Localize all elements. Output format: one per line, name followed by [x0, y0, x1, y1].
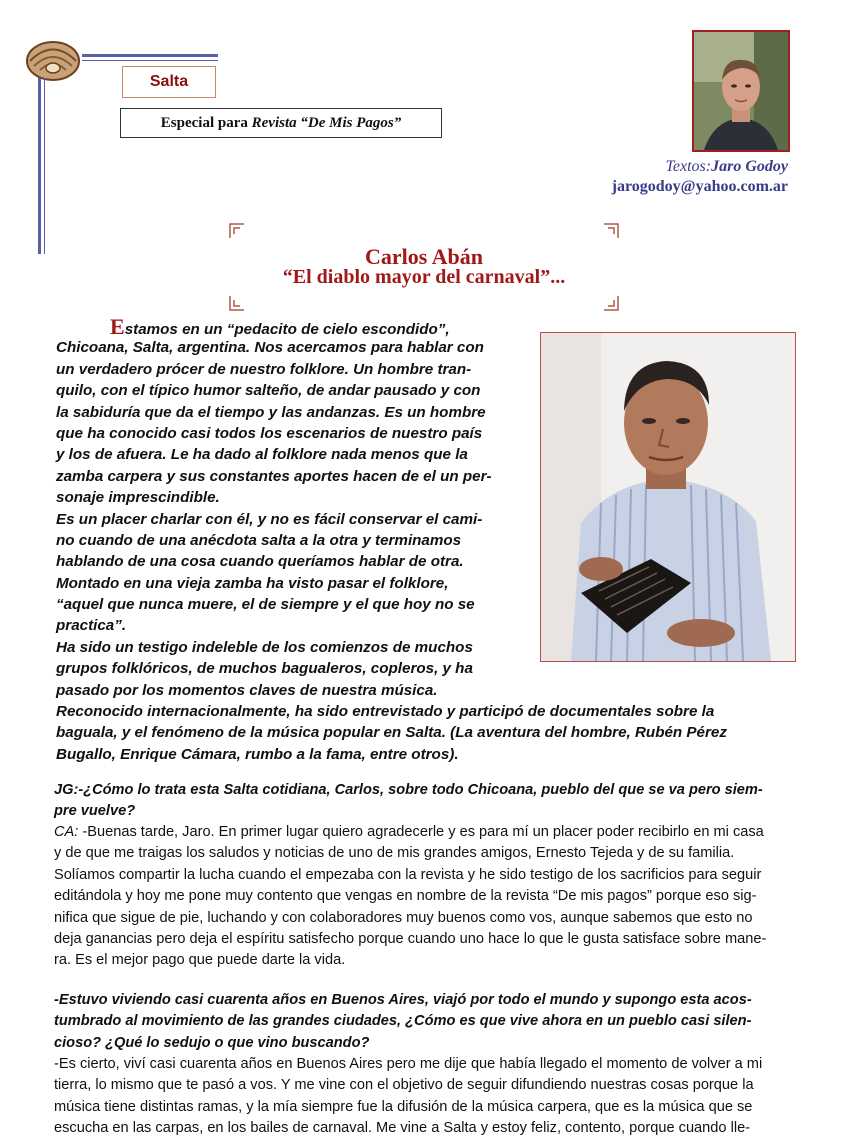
question-line: -Estuvo viviendo casi cuarenta años en Buenos Aires, viajó por todo el mundo y supongo esta acos-: [54, 992, 752, 1008]
question-line: JG:-¿Cómo lo trata esta Salta cotidiana, Carlos, sobre todo Chicoana, pueblo del que se va pero siem-: [54, 782, 763, 798]
intro-line: “aquel que nunca muere, el de siempre y el que hoy no se: [56, 596, 475, 614]
margin-rule-thin: [44, 78, 45, 254]
answer-line: y de que me traigas los saludos y noticias de uno de mis grandes amigos, Ernesto Tejeda y de su familia.: [54, 845, 735, 862]
intro-line: Reconocido internacionalmente, ha sido entrevistado y participó de documentales sobre la: [56, 703, 715, 721]
answer-speaker: CA:: [54, 824, 79, 840]
article-subtitle: “El diablo mayor del carnaval”...: [282, 266, 566, 288]
intro-line: y los de afuera. Le ha dado al folklore nada menos que la: [56, 446, 468, 464]
intro-line: hablando de una cosa cuando queríamos hablar de otra.: [56, 553, 464, 571]
answer-line: música tiene distintas ramas, y la mía siempre fue la difusión de la música carpera, que es la música que se: [54, 1098, 753, 1115]
intro-line: no cuando de una anécdota salta a la otra y terminamos: [56, 531, 462, 549]
intro-line: sonaje imprescindible.: [56, 489, 220, 507]
magazine-name: Revista “De Mis Pagos”: [251, 114, 402, 131]
question-line: cioso? ¿Qué lo sedujo o que vino buscando?: [54, 1034, 370, 1051]
title-frame: [228, 222, 620, 312]
intro-line: que ha conocido casi todos los escenarios de nuestro país: [56, 424, 483, 442]
intro-line: Chicoana, Salta, argentina. Nos acercamos para hablar con: [56, 339, 484, 357]
intro-line: pasado por los momentos claves de nuestra música.: [56, 681, 438, 699]
answer-line: tierra, lo mismo que te pasó a vos. Y me vine con el objetivo de seguir difundiendo nuestras cosas porque la: [54, 1077, 754, 1094]
author-line: [612, 158, 788, 176]
author-prefix: Textos:: [665, 158, 712, 175]
answer-2: [54, 1054, 798, 1140]
answer-line: escucha en las carpas, en los bailes de carnaval. Me vine a Salta y estoy feliz, contento, porque cuando lle-: [54, 1120, 751, 1137]
answer-1: [54, 822, 798, 972]
drop-cap: E: [110, 314, 125, 339]
answer-line: -Es cierto, viví casi cuarenta años en Buenos Aires pero me dije que había llegado el momento de volver a mi: [54, 1056, 763, 1072]
intro-first-text: stamos en un “pedacito de cielo escondido”,: [124, 321, 450, 338]
header-rule: [82, 54, 218, 57]
author-email: jarogodoy@yahoo.com.ar: [611, 178, 788, 195]
question-line: tumbrado al movimiento de las grandes ciudades, ¿Cómo es que vive ahora en un pueblo casi silen-: [54, 1013, 752, 1030]
intro-line: Ha sido un testigo indeleble de los comienzos de muchos: [56, 638, 473, 656]
question-2: [54, 990, 798, 1054]
answer-first-line: [54, 822, 798, 843]
question-1: [54, 780, 798, 823]
intro-line: zamba carpera y sus constantes aportes hacen de el un per-: [56, 467, 492, 485]
intro-line: Montado en una vieja zamba ha visto pasar el folklore,: [56, 574, 449, 592]
intro-paragraph: [56, 316, 727, 765]
author-photo: [692, 30, 790, 152]
answer-first-text: -Buenas tarde, Jaro. En primer lugar quiero agradecerle y es para mí un placer poder recibirlo en mi casa: [78, 824, 764, 840]
intro-line: quilo, con el típico humor salteño, de andar pausado y con: [56, 382, 481, 400]
article-title: Carlos Abán: [365, 244, 483, 269]
answer-line: ra. Es el mejor pago que puede darte la vida.: [54, 952, 346, 969]
intro-line: Es un placer charlar con él, y no es fácil conservar el cami-: [56, 510, 483, 528]
answer-line: Solíamos compartir la lucha cuando el empezaba con la revista y he sido testigo de los sacrificios para seguir: [54, 866, 762, 883]
author-credit: [612, 158, 788, 196]
intro-line: practica”.: [56, 617, 127, 635]
question-line: pre vuelve?: [54, 803, 136, 820]
header-rule-thin: [82, 60, 218, 61]
answer-line: editándola y hoy me pone muy contento que vengas en nombre de la revista “De mis pagos” porque eso sig-: [54, 888, 757, 905]
intro-line: grupos folklóricos, de muchos bagualeros, copleros, y ha: [56, 660, 473, 678]
intro-line: Bugallo, Enrique Cámara, rumbo a la fama, entre otros).: [56, 745, 459, 763]
intro-line: un verdadero prócer de nuestro folklore. Un hombre tran-: [56, 360, 472, 378]
intro-line: la sabiduría que da el tiempo y las andanzas. Es un hombre: [56, 403, 486, 421]
margin-rule: [38, 78, 41, 254]
intro-first-line: [56, 316, 727, 337]
shell-ornament-icon: [22, 38, 84, 84]
special-banner: [120, 108, 442, 138]
answer-line: deja ganancias pero deja el espíritu satisfecho porque cuando uno hace lo que le gusta satisface sobre mane-: [54, 930, 767, 947]
special-prefix: Especial para: [160, 114, 252, 131]
section-label: Salta: [122, 66, 216, 98]
intro-line: baguala, y el fenómeno de la música popular en Salta. (La aventura del hombre, Rubén Pérez: [56, 724, 727, 742]
answer-line: nifica que sigue de pie, luchando y con colaboradores muy buenos como vos, aunque sabemos que esto no: [54, 909, 753, 926]
author-name: Jaro Godoy: [711, 158, 788, 175]
